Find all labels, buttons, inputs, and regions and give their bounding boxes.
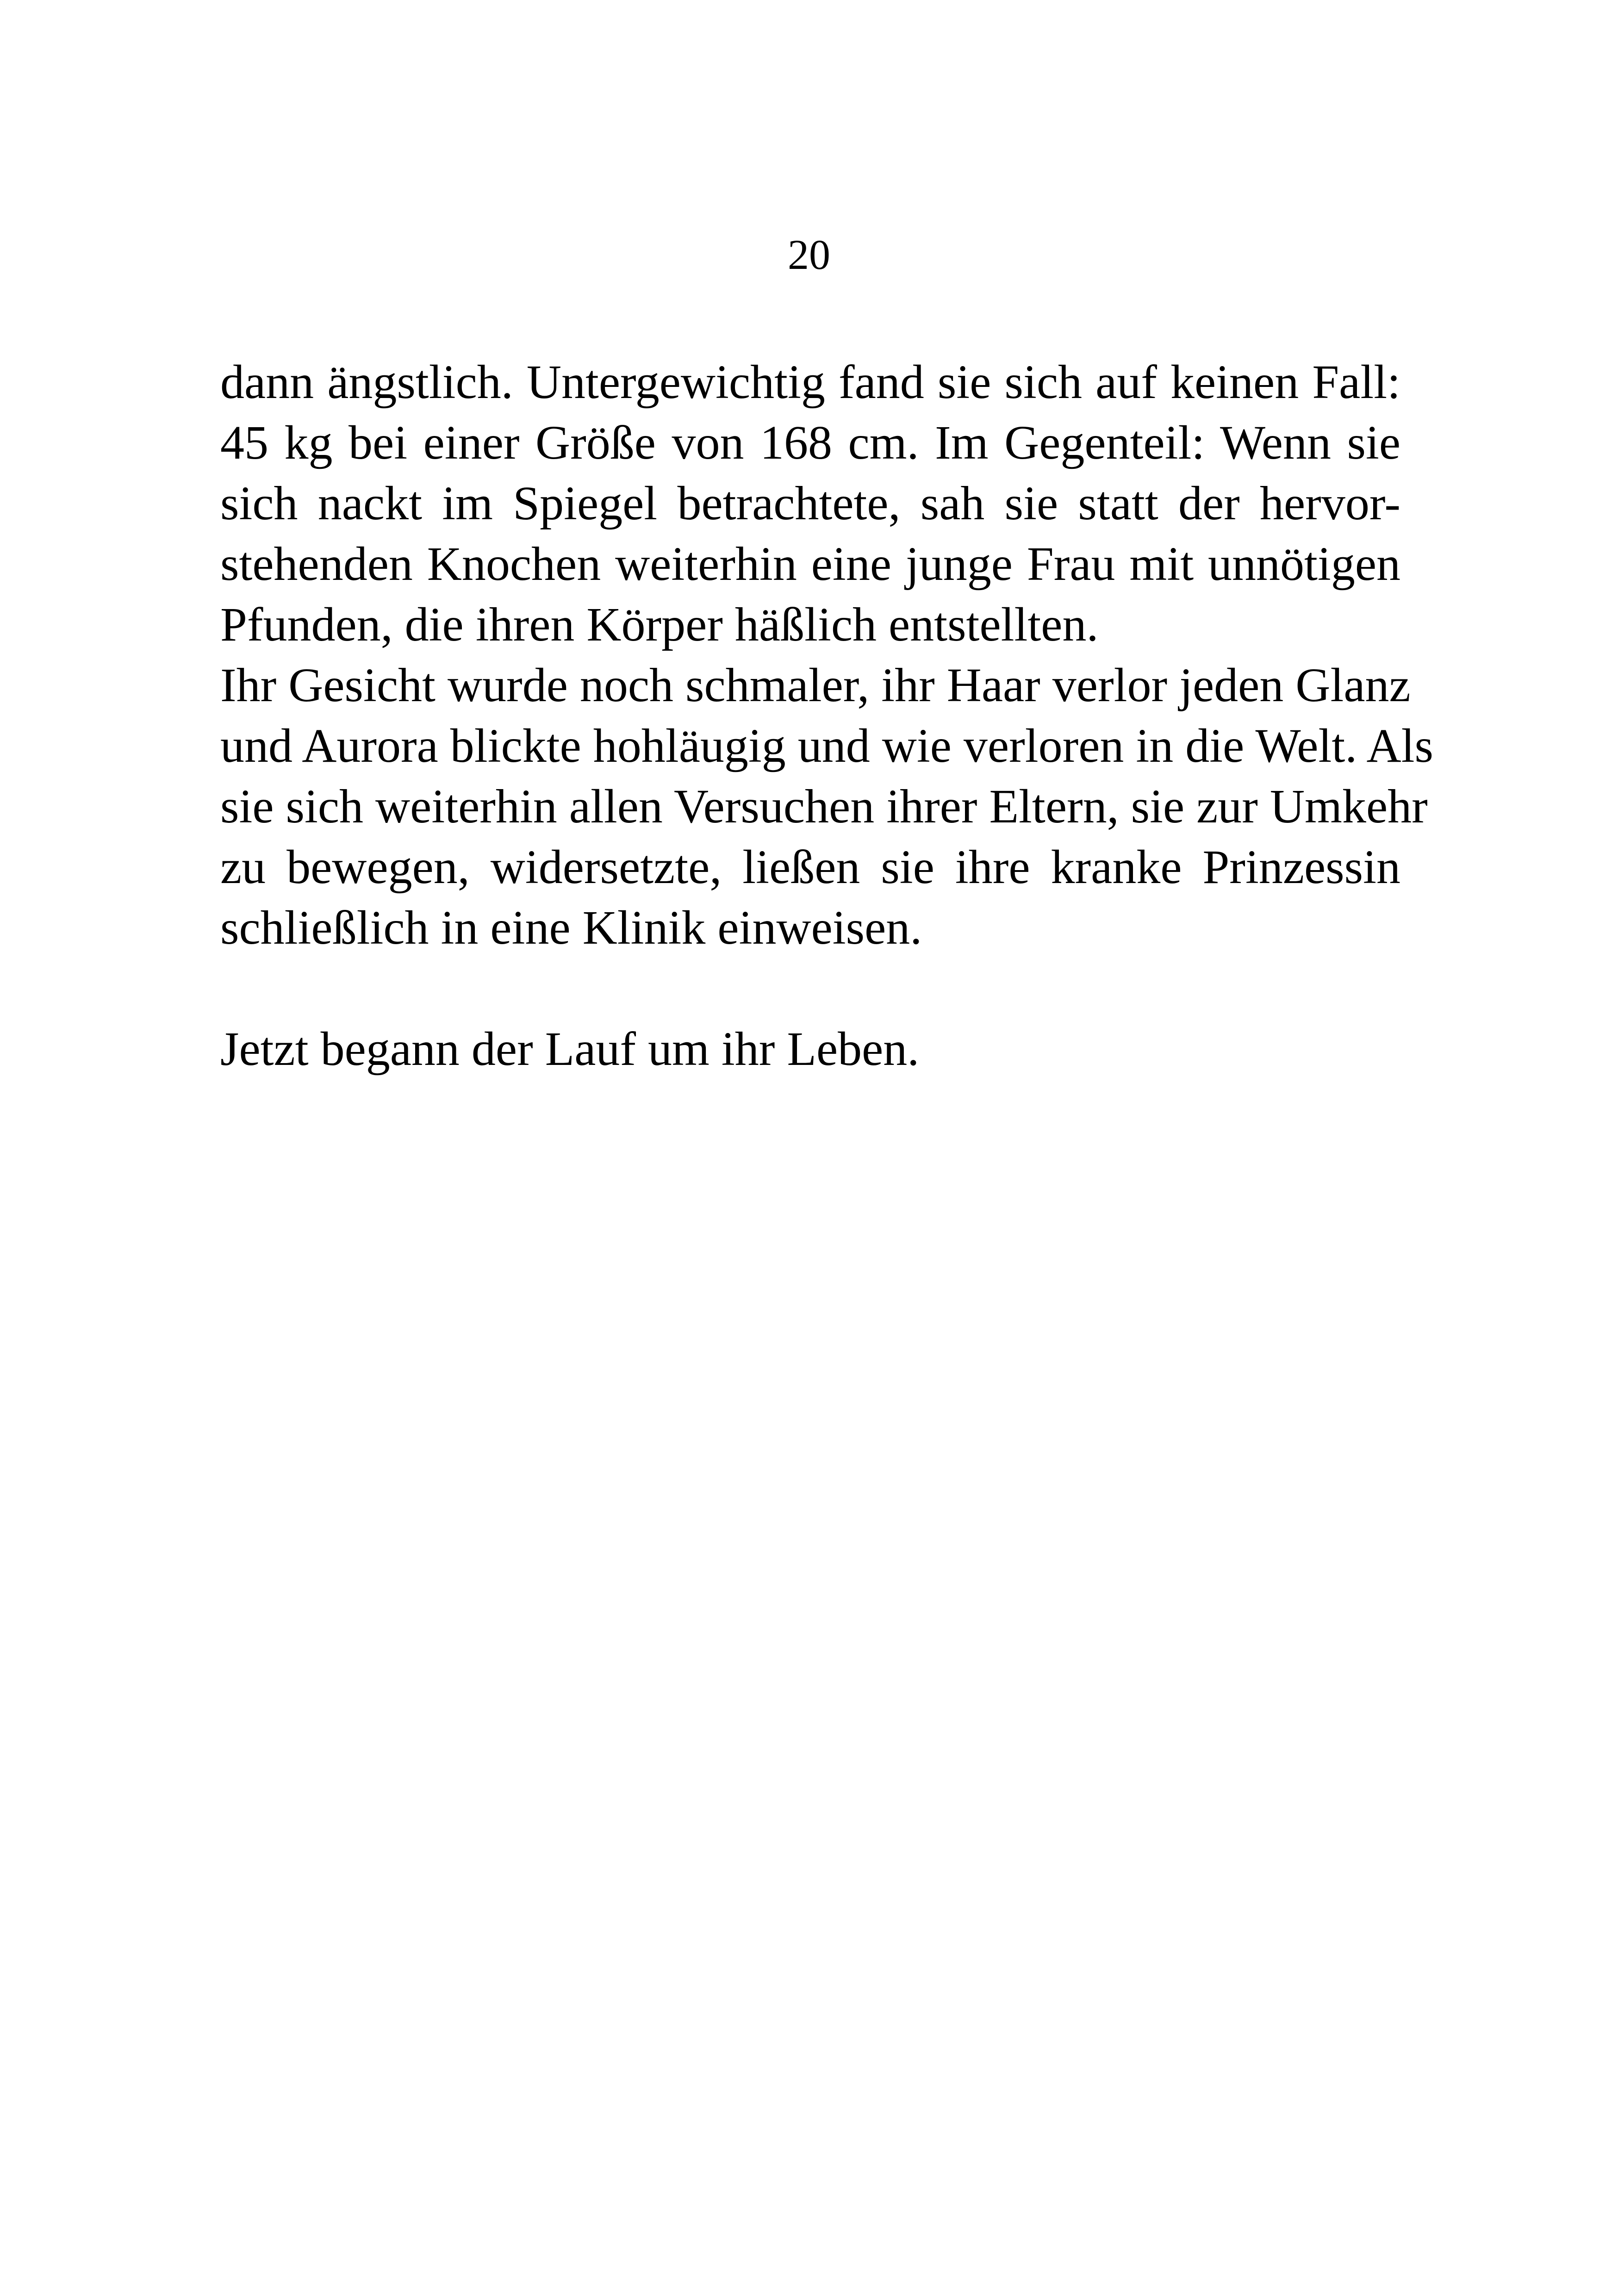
text-line: 45 kg bei einer Größe von 168 cm. Im Gegenteil: Wenn sie	[220, 416, 1400, 469]
text-line: und Aurora blickte hohläugig und wie verloren in die Welt. Als	[220, 719, 1433, 772]
paragraph-gap	[220, 958, 1400, 1019]
page-number: 20	[788, 231, 830, 278]
text-line: zu bewegen, widersetzte, ließen sie ihre kranke Prinzessin	[220, 840, 1400, 894]
text-line: sich nackt im Spiegel betrachtete, sah sie statt der hervor-	[220, 477, 1400, 530]
text-line: schließlich in eine Klinik einweisen.	[220, 901, 922, 954]
text-line: dann ängstlich. Untergewichtig fand sie sich auf keinen Fall:	[220, 355, 1400, 409]
text-line: sie sich weiterhin allen Versuchen ihrer Eltern, sie zur Umkehr	[220, 780, 1428, 833]
body-text	[220, 352, 1433, 1079]
paragraph-2	[220, 655, 1433, 958]
text-line: Ihr Gesicht wurde noch schmaler, ihr Haar verlor jeden Glanz	[220, 659, 1411, 712]
paragraph-3	[220, 1019, 1400, 1079]
text-line: stehenden Knochen weiterhin eine junge Frau mit unnötigen	[220, 537, 1400, 591]
text-line: Pfunden, die ihren Körper häßlich entstellten.	[220, 598, 1099, 651]
text-line: Jetzt begann der Lauf um ihr Leben.	[220, 1022, 920, 1076]
paragraph-1	[220, 352, 1400, 655]
